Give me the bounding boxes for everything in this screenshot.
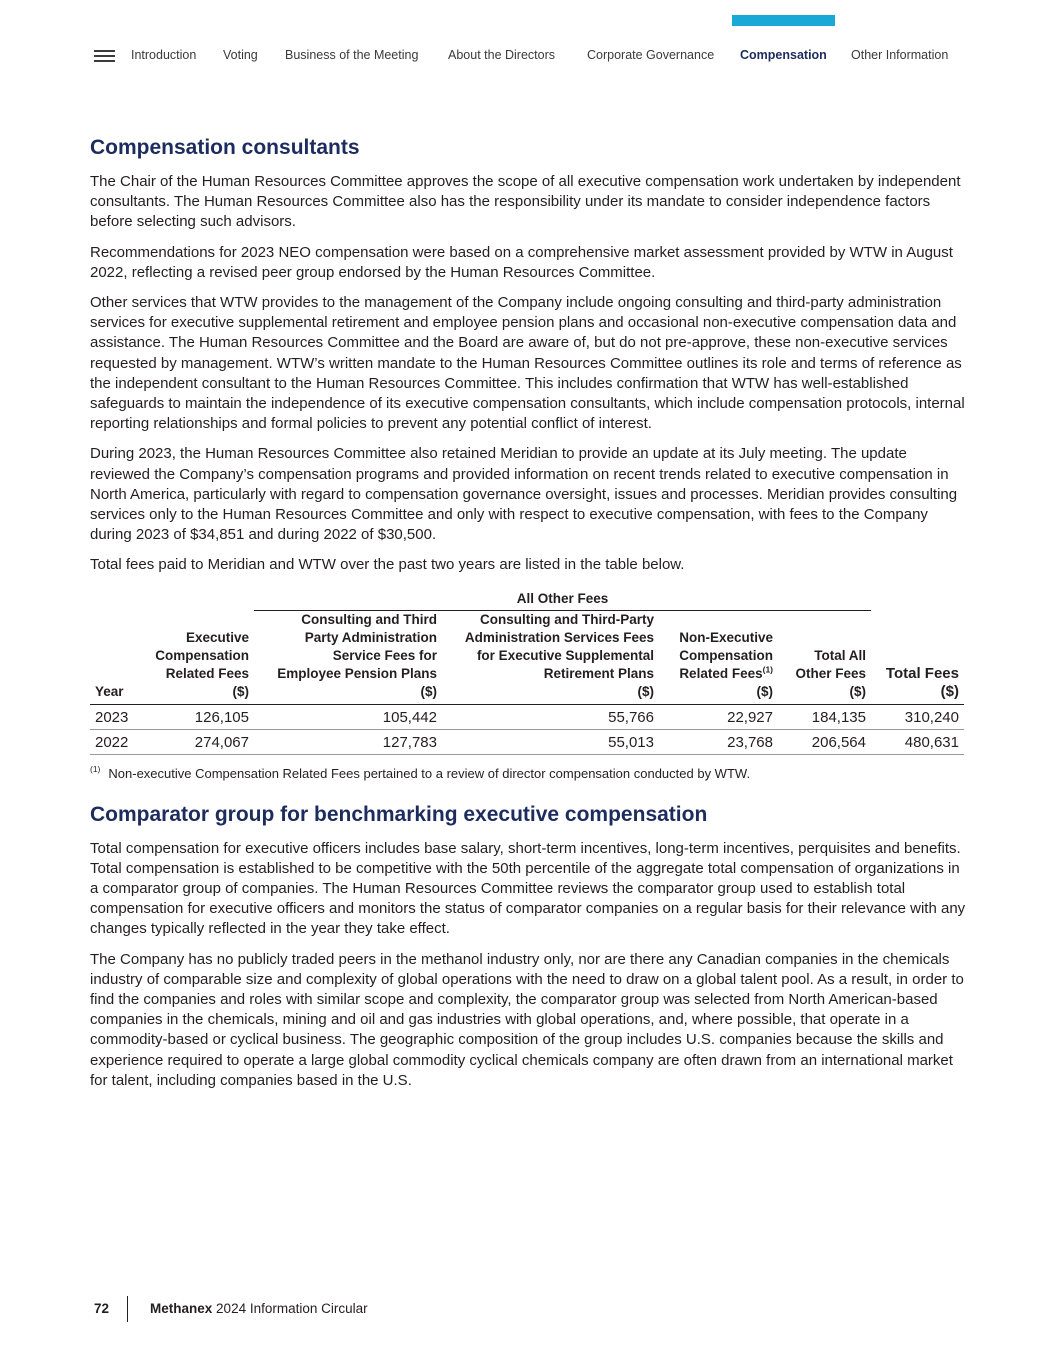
column-header-non-executive-compensation: Non-Executive Compensation Related Fees$^{(1)}$ ($): [659, 610, 778, 704]
column-header-executive-compensation: Executive Compensation Related Fees ($): [148, 610, 254, 704]
cell-value: 127,783: [254, 729, 442, 754]
page-number: 72: [94, 1301, 110, 1316]
section-title-comparator-group: Comparator group for benchmarking executive compensation: [90, 802, 708, 826]
footer-divider: [127, 1296, 128, 1322]
table-row: [90, 704, 964, 729]
column-header-total-all-other-fees: Total All Other Fees ($): [778, 610, 871, 704]
nav-item-about-the-directors[interactable]: About the Directors: [448, 48, 555, 62]
table-footnote: $^{(1)}$ Non-executive Compensation Related Fees pertained to a review of director compensation conducted by WTW.: [90, 764, 751, 781]
nav-item-compensation[interactable]: Compensation: [740, 48, 827, 62]
footnote-reference: (1): [762, 664, 773, 675]
all-other-fees-header: All Other Fees: [254, 590, 871, 611]
paragraph: Total fees paid to Meridian and WTW over the past two years are listed in the table below.: [90, 556, 685, 574]
footnote-marker: (1): [90, 764, 101, 775]
table-header-row: [90, 610, 964, 704]
cell-year: 2022: [90, 729, 148, 754]
column-header-year: Year: [90, 610, 148, 704]
cell-value: 105,442: [254, 704, 442, 729]
paragraph: The Company has no publicly traded peers in the methanol industry only, nor are there any Canadian companies in the chemicals industry of comparable size and complexity of global operations with the need to draw on a global talent pool. As a result, in order to find the companies and roles with similar scope and complexity, the comparator group was selected from North American-based companies in the chemicals, mining and oil and gas industries with global operations, and, where possible, that operate in a commodity-based or cyclical business. The geographic composition of the group includes U.S. companies because the skills and experience required to operate a large global commodity cyclical chemicals company are often drawn from an international market for talent, including companies based in the U.S.: [90, 950, 964, 1089]
fees-table: [90, 590, 964, 755]
cell-value: 55,013: [442, 729, 659, 754]
cell-value: 480,631: [871, 729, 964, 754]
cell-value: 23,768: [659, 729, 778, 754]
nav-item-corporate-governance[interactable]: Corporate Governance: [587, 48, 715, 62]
nav-item-business-of-the-meeting[interactable]: Business of the Meeting: [285, 48, 419, 62]
column-header-total-fees: Total Fees ($): [871, 610, 964, 704]
main-content: [90, 134, 970, 1101]
section-title-compensation-consultants: Compensation consultants: [90, 136, 360, 159]
cell-value: 310,240: [871, 704, 964, 729]
nav-item-voting[interactable]: Voting: [223, 48, 258, 62]
nav-item-introduction[interactable]: Introduction: [131, 48, 197, 62]
cell-value: 55,766: [442, 704, 659, 729]
paragraph: During 2023, the Human Resources Committee also retained Meridian to provide an update at its July meeting. The update reviewed the Company’s compensation programs and provided information on recent trends related to executive compensation in North America, particularly with regard to compensation governance oversight, issues and processes. Meridian provides consulting services only to the Human Resources Committee and only with respect to executive compensation, with fees to the Company during 2023 of $34,851 and during 2022 of $30,500.: [90, 445, 958, 544]
paragraph: Other services that WTW provides to the management of the Company include ongoing consulting and third-party administration services for executive supplemental retirement and employee pension plans and occasional non-executive compensation data and assistance. The Human Resources Committee and the Board are aware of, but do not pre-approve, these non-executive services requested by management. WTW’s written mandate to the Human Resources Committee outlines its role and terms of reference as the independent consultant to the Human Resources Committee. This includes confirmation that WTW has well-established safeguards to maintain the independence of its executive compensation consultants, which include compensation protocols, internal reporting relationships and formal policies to prevent any potential conflict of interest.: [90, 294, 965, 433]
cell-value: 206,564: [778, 729, 871, 754]
paragraph: Total compensation for executive officers includes base salary, short-term incentives, long-term incentives, perquisites and benefits. Total compensation is established to be competitive with the 50th percentile of the aggregate total compensation of organizations in a comparator group of companies. The Human Resources Committee reviews the comparator group used to establish total compensation for executive officers and monitors the status of comparator companies on a regular basis for their relevance with any changes typically reflected in the year they take effect.: [90, 839, 966, 938]
cell-value: 274,067: [148, 729, 254, 754]
column-header-supplemental-retirement-plans: Consulting and Third-Party Administration Services Fees for Executive Supplemental Retirement Plans ($): [442, 610, 659, 704]
top-navigation: [94, 47, 974, 65]
page-footer: [94, 1296, 494, 1324]
cell-value: 22,927: [659, 704, 778, 729]
active-section-indicator: [732, 15, 835, 26]
cell-value: 126,105: [148, 704, 254, 729]
paragraph: Recommendations for 2023 NEO compensation were based on a comprehensive market assessment provided by WTW in August 2022, reflecting a revised peer group endorsed by the Human Resources Committee.: [90, 243, 953, 281]
column-header-employee-pension-plans: Consulting and Third Party Administration Service Fees for Employee Pension Plans ($): [254, 610, 442, 704]
brand-name: Methanex: [150, 1301, 213, 1316]
cell-value: 184,135: [778, 704, 871, 729]
table-row: [90, 729, 964, 754]
document-title: Methanex 2024 Information Circular: [150, 1301, 368, 1316]
hamburger-menu-icon[interactable]: [94, 50, 115, 62]
nav-item-other-information[interactable]: Other Information: [851, 48, 949, 62]
paragraph: The Chair of the Human Resources Committee approves the scope of all executive compensation work undertaken by independent consultants. The Human Resources Committee also has the responsibility under its mandate to consider independence factors before selecting such advisors.: [90, 173, 961, 231]
cell-year: 2023: [90, 704, 148, 729]
